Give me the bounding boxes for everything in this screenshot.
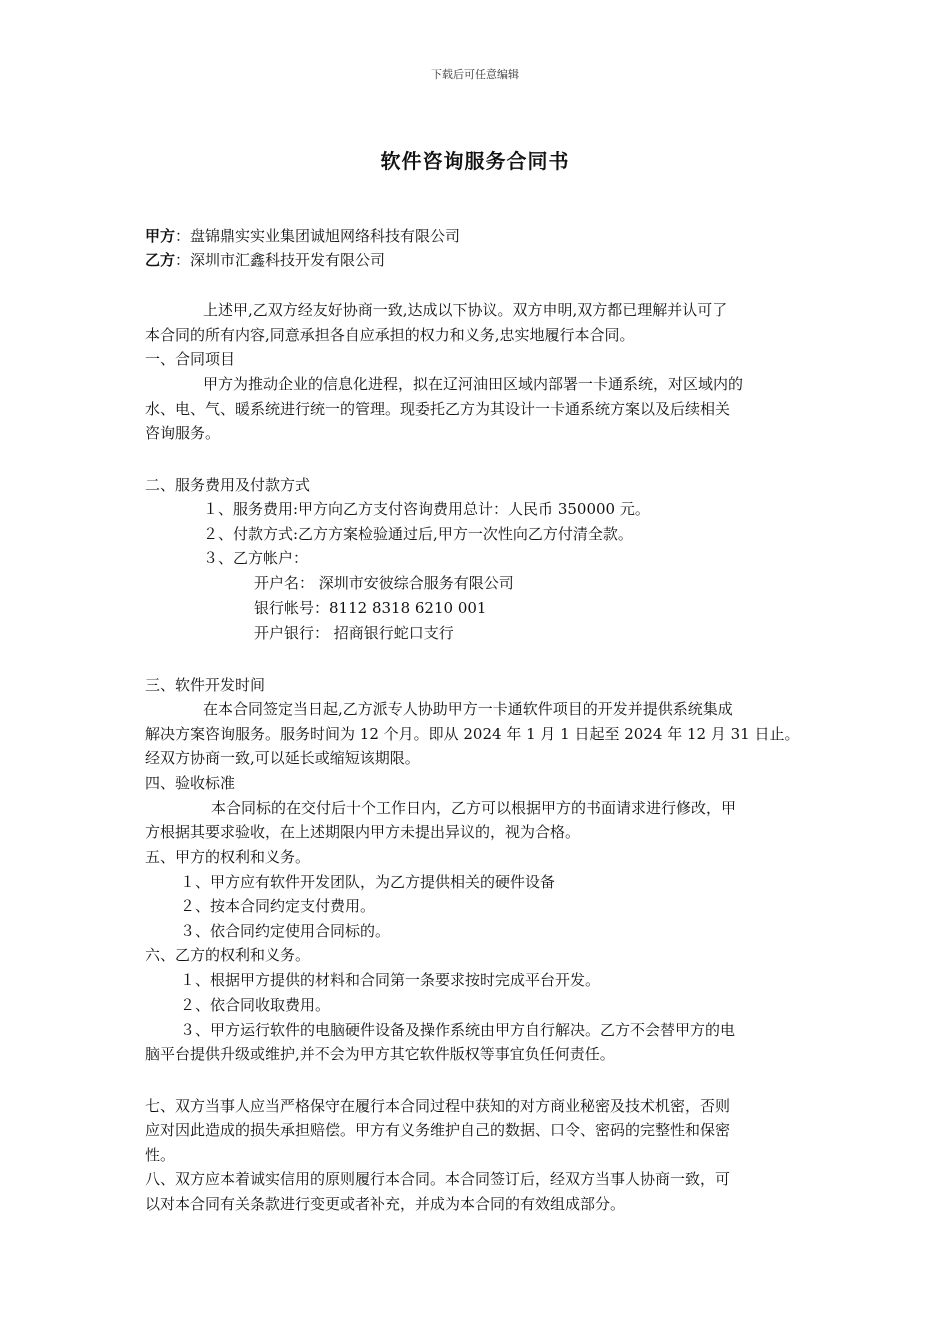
section-4-line: 方根据其要求验收，在上述期限内甲方未提出异议的，视为合格。	[145, 823, 581, 841]
section-3-line: 解决方案咨询服务。服务时间为 12 个月。即从 2024 年 1 月 1 日起至 2024 年 12 月 31 日止。	[145, 725, 800, 743]
section-2-item: １、服务费用:甲方向乙方支付咨询费用总计：人民币 350000 元。	[203, 500, 650, 518]
page-header-note: 下载后可任意编辑	[431, 68, 519, 81]
section-4-heading: 四、验收标准	[145, 774, 236, 792]
party-a-line	[145, 224, 825, 249]
section-6-item: 脑平台提供升级或维护,并不会为甲方其它软件版权等事宜负任何责任。	[145, 1045, 615, 1063]
account-number: 银行帐号：8112 8318 6210 001	[254, 599, 487, 617]
section-8-line: 以对本合同有关条款进行变更或者补充，并成为本合同的有效组成部分。	[145, 1195, 626, 1213]
section-5-item: ３、依合同约定使用合同标的。	[180, 922, 391, 940]
party-a-label: 甲方	[145, 227, 176, 245]
document-title: 软件咨询服务合同书	[380, 149, 570, 173]
section-1-heading: 一、合同项目	[145, 350, 236, 368]
party-b-line	[145, 248, 825, 273]
section-2-heading: 二、服务费用及付款方式	[145, 476, 311, 494]
party-b-name: ：深圳市汇鑫科技开发有限公司	[175, 251, 386, 269]
section-4-line: 本合同标的在交付后十个工作日内，乙方可以根据甲方的书面请求进行修改，甲	[211, 799, 737, 817]
section-7-line: 性。	[145, 1146, 176, 1164]
section-6-item: ３、甲方运行软件的电脑硬件设备及操作系统由甲方自行解决。乙方不会替甲方的电	[180, 1021, 736, 1039]
section-2-item: ２、付款方式:乙方方案检验通过后,甲方一次性向乙方付清全款。	[203, 525, 633, 543]
section-7-line: 应对因此造成的损失承担赔偿。甲方有义务维护自己的数据、口令、密码的完整性和保密	[145, 1121, 731, 1139]
intro-line: 本合同的所有内容,同意承担各自应承担的权力和义务,忠实地履行本合同。	[145, 326, 635, 344]
section-5-item: １、甲方应有软件开发团队，为乙方提供相关的硬件设备	[180, 873, 556, 891]
account-bank: 开户银行： 招商银行蛇口支行	[254, 624, 454, 642]
section-5-item: ２、按本合同约定支付费用。	[180, 897, 376, 915]
section-8-line: 八、双方应本着诚实信用的原则履行本合同。本合同签订后，经双方当事人协商一致，可	[145, 1170, 731, 1188]
intro-line: 上述甲,乙双方经友好协商一致,达成以下协议。双方申明,双方都已理解并认可了	[203, 301, 728, 319]
section-3-line: 经双方协商一致,可以延长或缩短该期限。	[145, 749, 420, 767]
section-3-heading: 三、软件开发时间	[145, 676, 266, 694]
section-6-item: ２、依合同收取费用。	[180, 996, 331, 1014]
section-6-heading: 六、乙方的权利和义务。	[145, 946, 311, 964]
section-7-line: 七、双方当事人应当严格保守在履行本合同过程中获知的对方商业秘密及技术机密，否则	[145, 1097, 731, 1115]
party-b-label: 乙方	[145, 251, 176, 269]
section-2-item: ３、乙方帐户：	[203, 549, 309, 567]
section-5-heading: 五、甲方的权利和义务。	[145, 848, 311, 866]
section-3-line: 在本合同签定当日起,乙方派专人协助甲方一卡通软件项目的开发并提供系统集成	[203, 700, 733, 718]
section-1-line: 甲方为推动企业的信息化进程，拟在辽河油田区域内部署一卡通系统，对区域内的	[203, 375, 744, 393]
section-6-item: １、根据甲方提供的材料和合同第一条要求按时完成平台开发。	[180, 971, 601, 989]
account-name: 开户名： 深圳市安彼综合服务有限公司	[254, 574, 514, 592]
section-1-line: 咨询服务。	[145, 424, 221, 442]
section-1-line: 水、电、气、暖系统进行统一的管理。现委托乙方为其设计一卡通系统方案以及后续相关	[145, 400, 731, 418]
party-a-name: ：盘锦鼎实实业集团诚旭网络科技有限公司	[175, 227, 461, 245]
